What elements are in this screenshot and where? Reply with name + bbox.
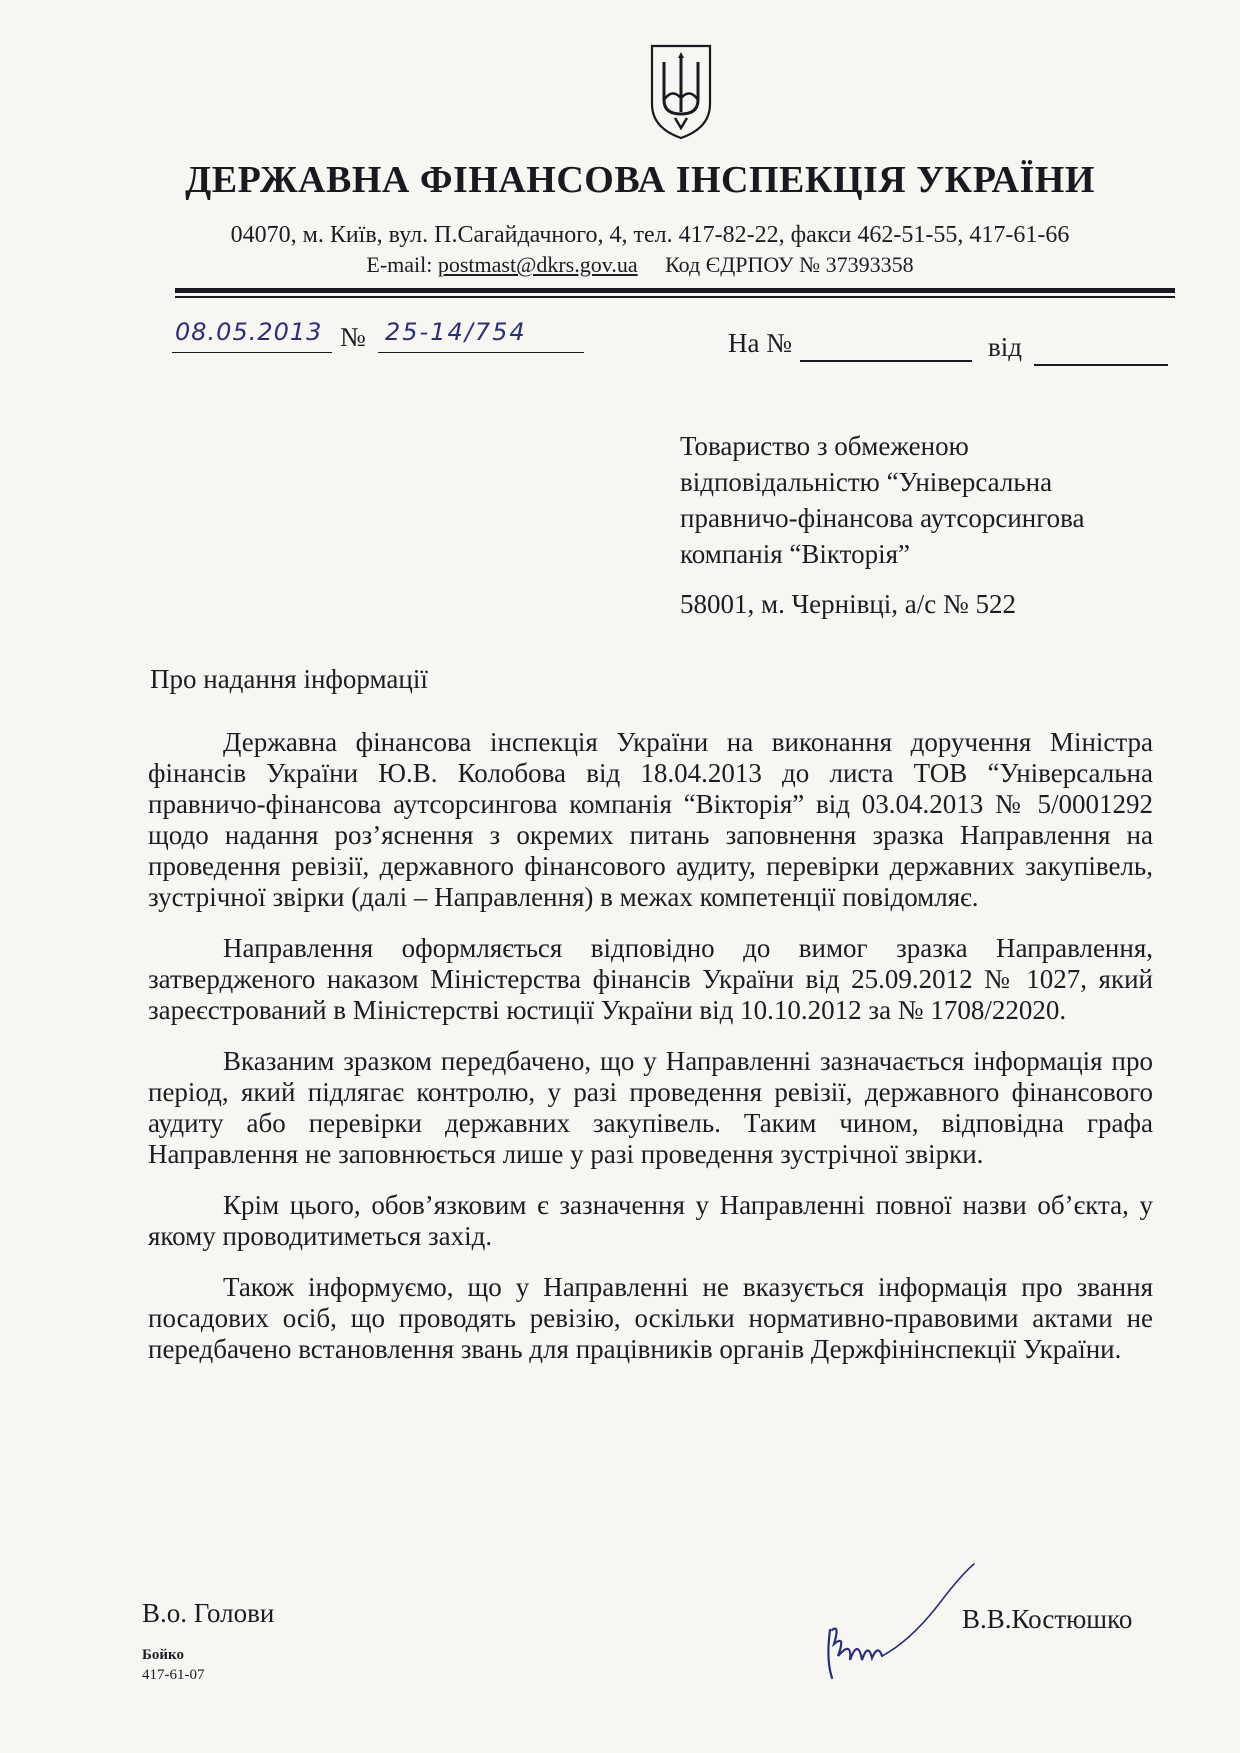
header-divider-thick	[175, 288, 1175, 293]
letter-body	[148, 727, 1153, 1385]
body-paragraph: Крім цього, обов’язковим є зазначення у Направленні повної назви об’єкта, у якому проводитиметься захід.	[148, 1190, 1153, 1251]
email-link[interactable]: postmast@dkrs.gov.ua	[437, 252, 638, 277]
outgoing-date-underline	[172, 352, 332, 353]
trident-coat-of-arms-icon	[648, 42, 714, 142]
body-paragraph: Направлення оформляється відповідно до вимог зразка Направлення, затвердженого наказом Міністерства фінансів України від 25.09.2012 № 1027, який зареєстрований в Міністерстві юстиції України від 10.10.2012 за № 1708/22020.	[148, 933, 1153, 1025]
letter-subject: Про надання інформації	[150, 664, 428, 694]
organization-address: 04070, м. Київ, вул. П.Сагайдачного, 4, тел. 417-82-22, факси 462-51-55, 417-61-66	[230, 222, 1070, 248]
reference-date-label: від	[988, 332, 1022, 362]
edrpou-code: Код ЄДРПОУ № 37393358	[665, 252, 914, 277]
handwritten-signature	[822, 1560, 982, 1686]
outgoing-number: 25-14/754	[385, 318, 527, 346]
signatory-position: В.о. Голови	[142, 1598, 275, 1628]
executor-name: Бойко	[142, 1647, 185, 1663]
body-paragraph: Державна фінансова інспекція України на виконання доручення Міністра фінансів України Ю.В. Колобова від 18.04.2013 до листа ТОВ “Універсальна правничо-фінансова аутсорсингова компанія “Вікторія” від 03.04.2013 № 5/0001292 щодо надання роз’яснення з окремих питань заповнення зразка Направлення на проведення ревізії, державного фінансового аудиту, перевірки державних закупівель, зустрічної звірки (далі – Направлення) в межах компетенції повідомляє.	[148, 727, 1153, 912]
recipient-line: компанія “Вікторія”	[680, 539, 910, 569]
executor-phone: 417-61-07	[142, 1667, 205, 1683]
contact-line	[0, 252, 1240, 278]
body-paragraph: Також інформуємо, що у Направленні не вказується інформація про звання посадових осіб, що проводять ревізію, оскільки нормативно-правовими актами не передбачено встановлення звань для працівників органів Держфінінспекції України.	[148, 1272, 1153, 1364]
recipient-line: правничо-фінансова аутсорсингова	[680, 503, 1085, 533]
signatory-name: В.В.Костюшко	[962, 1604, 1133, 1634]
header-divider-thin	[175, 296, 1175, 298]
reference-number-label: На №	[728, 328, 792, 358]
email-label: E-mail:	[366, 252, 433, 277]
recipient-line: відповідальністю “Універсальна	[680, 467, 1053, 497]
number-label: №	[340, 322, 366, 352]
recipient-line: Товариство з обмеженою	[680, 431, 969, 461]
recipient-block	[680, 428, 1085, 622]
reference-number-blank	[800, 360, 972, 362]
body-paragraph: Вказаним зразком передбачено, що у Направленні зазначається інформація про період, який підлягає контролю, у разі проведення ревізії, державного фінансового аудиту або перевірки державних закупівель. Таким чином, відповідна графа Направлення не заповнюється лише у разі проведення зустрічної звірки.	[148, 1046, 1153, 1169]
reference-date-blank	[1034, 364, 1168, 366]
outgoing-date: 08.05.2013	[175, 318, 323, 346]
organization-title: ДЕРЖАВНА ФІНАНСОВА ІНСПЕКЦІЯ УКРАЇНИ	[185, 159, 1095, 201]
recipient-address: 58001, м. Чернівці, а/с № 522	[680, 589, 1016, 619]
outgoing-number-underline	[378, 352, 584, 353]
